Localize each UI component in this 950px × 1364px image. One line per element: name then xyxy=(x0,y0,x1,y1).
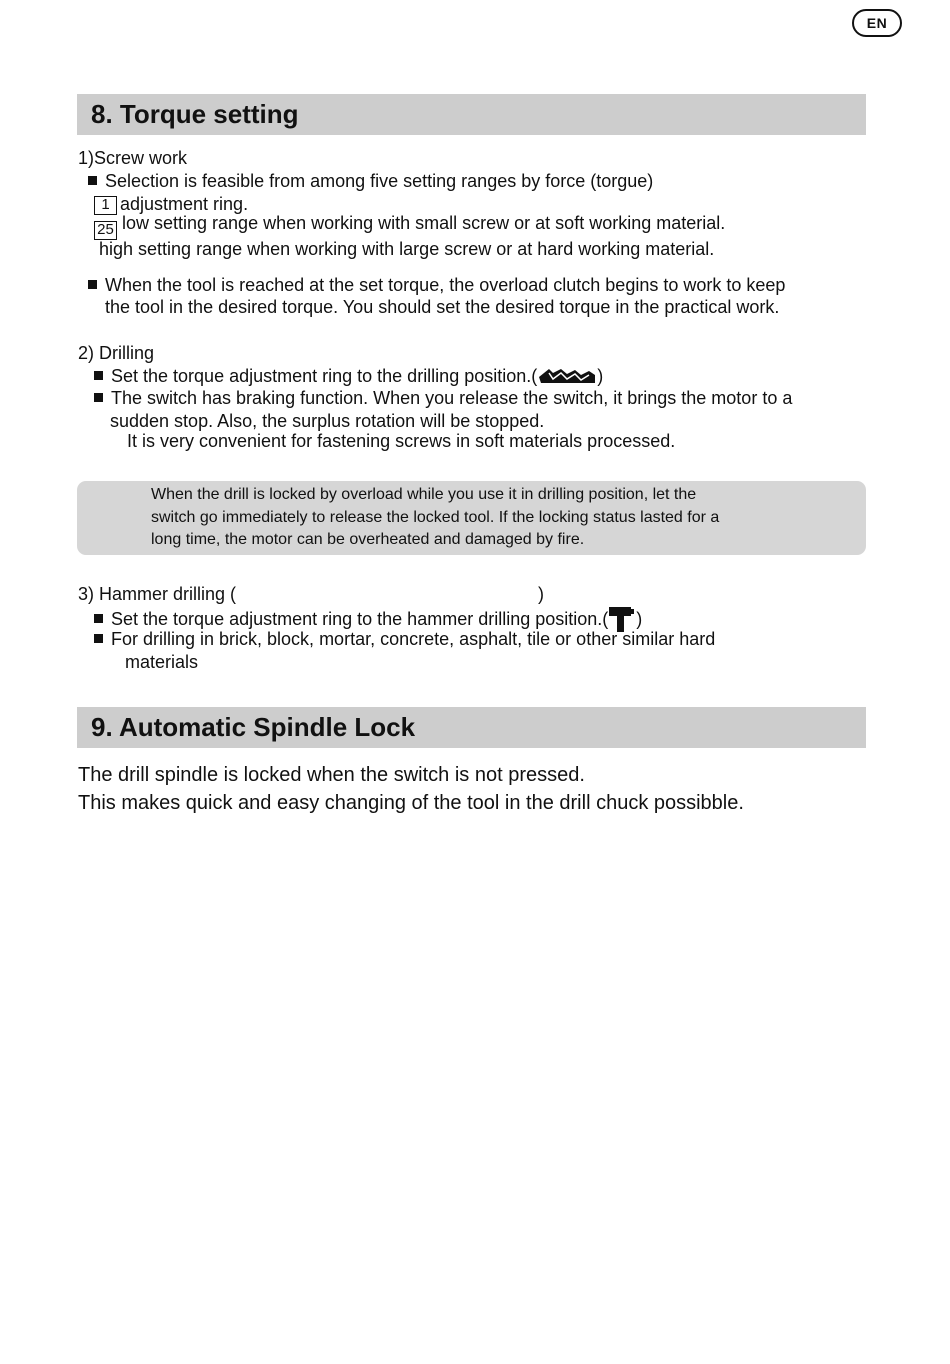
screw-bullet-1-text: Selection is feasible from among five setting ranges by force (torgue) xyxy=(105,171,654,191)
hammer-bullet-1-text: Set the torque adjustment ring to the hammer drilling position.( xyxy=(111,609,609,629)
low-setting-text: low setting range when working with small screw or at soft working material. xyxy=(122,213,726,233)
hammer-bullet-2-line2: materials xyxy=(125,652,199,672)
spindle-lock-line-2: This makes quick and easy changing of the tool in the drill chuck possibble. xyxy=(78,792,744,814)
note-line-2: switch go immediately to release the locked tool. If the locking status lasted for a xyxy=(151,509,720,526)
screw-work-heading: 1)Screw work xyxy=(78,148,188,168)
drilling-bullet-1-close: ) xyxy=(597,366,604,386)
hammer-drilling-heading-close: ) xyxy=(538,584,544,604)
drilling-heading: 2) Drilling xyxy=(78,343,155,363)
note-line-1: When the drill is locked by overload while you use it in drilling position, let the xyxy=(151,486,697,503)
drilling-bullet-2-line3: It is very convenient for fastening screws in soft materials processed. xyxy=(127,431,676,451)
hammer-bullet-2-line1: For drilling in brick, block, mortar, concrete, asphalt, tile or other similar hard xyxy=(111,629,716,649)
high-setting-text: high setting range when working with large screw or at hard working material. xyxy=(99,239,715,259)
drilling-bullet-1-text: Set the torque adjustment ring to the drilling position.( xyxy=(111,366,538,386)
section-8-header xyxy=(77,94,866,135)
spindle-lock-line-1: The drill spindle is locked when the switch is not pressed. xyxy=(78,764,585,786)
hammer-bullet-2 xyxy=(94,628,715,650)
language-badge: EN xyxy=(852,9,902,37)
section-9-title: 9. Automatic Spindle Lock xyxy=(91,712,416,742)
drilling-bullet-2-line2: sudden stop. Also, the surplus rotation will be stopped. xyxy=(110,411,545,431)
section-8-title: 8. Torque setting xyxy=(91,99,299,129)
drilling-bullet-2-line1: The switch has braking function. When you release the switch, it brings the motor to a xyxy=(111,388,793,408)
bullet-square-icon xyxy=(94,634,103,643)
hammer-drilling-heading: 3) Hammer drilling ( xyxy=(78,584,237,604)
screw-bullet-2-line2: the tool in the desired torque. You should set the desired torque in the practical work. xyxy=(105,297,780,317)
bullet-square-icon xyxy=(94,393,103,402)
screw-bullet-2-line1: When the tool is reached at the set torque, the overload clutch begins to work to keep xyxy=(105,275,786,295)
hammer-bullet-1-close: ) xyxy=(636,609,643,629)
bullet-square-icon xyxy=(94,614,103,623)
warning-note-box xyxy=(77,481,866,555)
bullet-square-icon xyxy=(88,176,97,185)
section-9-header xyxy=(77,707,866,748)
bullet-square-icon xyxy=(88,280,97,289)
drilling-bullet-2 xyxy=(94,387,792,409)
note-line-3: long time, the motor can be overheated and damaged by fire. xyxy=(151,531,585,548)
low-setting-number-box: 1 xyxy=(94,196,117,215)
screw-bullet-1 xyxy=(88,170,653,192)
adjustment-ring-text: adjustment ring. xyxy=(120,194,249,214)
screw-bullet-2 xyxy=(88,274,785,296)
bullet-square-icon xyxy=(94,371,103,380)
high-setting-number-box: 25 xyxy=(94,221,117,240)
